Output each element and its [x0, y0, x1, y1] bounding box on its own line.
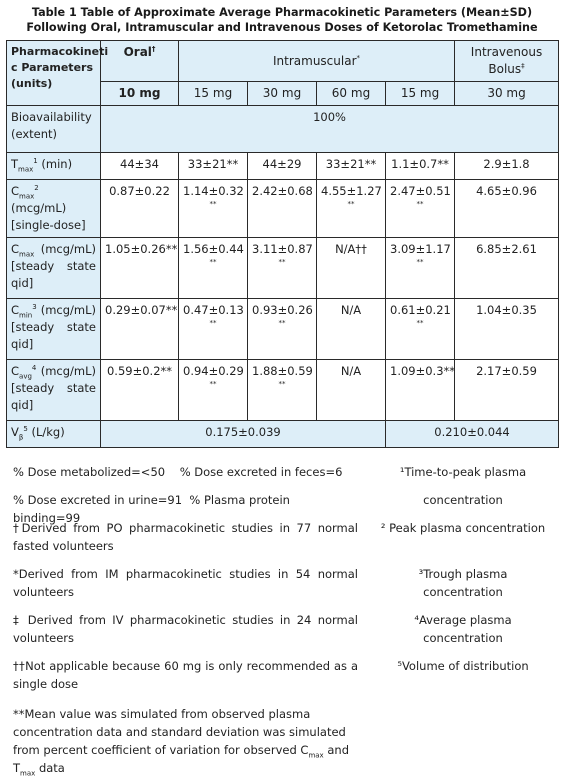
table-row-tmax	[7, 153, 559, 180]
row-label: $C_{max}$ (mcg/mL) [steady state qid]	[7, 238, 101, 299]
dose-iv-30: 30 mg	[455, 82, 559, 106]
row-label: $C_{avg}^4$ (mcg/mL) [steady state qid]	[7, 360, 101, 421]
table-cell: 2.9±1.8	[455, 153, 559, 180]
table-cell: 2.47±0.51 **	[386, 180, 455, 238]
row-label: $T_{max}^1$ (min)	[7, 153, 101, 180]
dose-oral-10: 10 mg	[101, 82, 179, 106]
note-iv: ‡ Derived from IV pharmacokinetic studies in 24 normal volunteers	[13, 613, 358, 645]
table-cell: 1.04±0.35	[455, 299, 559, 360]
table-cell: 44±34	[101, 153, 179, 180]
row-label: Bioavailability (extent)	[7, 106, 101, 153]
table-cell: 6.85±2.61	[455, 238, 559, 299]
table-cell: 1.1±0.7**	[386, 153, 455, 180]
footnote-4: ⁴Average plasma concentration	[414, 613, 512, 645]
table-row-cmax-steady	[7, 238, 559, 299]
table-cell: N/A	[317, 299, 386, 360]
table-cell: 2.42±0.68	[248, 180, 317, 238]
note-simulated: **Mean value was simulated from observed plasma concentration data and standard deviation was simulated from percent coefficient of variation for observed $C_{max}$ and $T_{max}$ data	[13, 707, 349, 777]
dose-iv-15: 15 mg	[386, 82, 455, 106]
dose-im-30: 30 mg	[248, 82, 317, 106]
pharmacokinetic-table	[6, 40, 559, 448]
table-cell: 33±21**	[317, 153, 386, 180]
footnote-1b: concentration	[423, 493, 503, 507]
table-cell: 3.09±1.17 **	[386, 238, 455, 299]
footnote-3: ³Trough plasma concentration	[418, 567, 508, 599]
iv-header: Intravenous Bolus‡	[455, 41, 559, 82]
table-row-cavg	[7, 360, 559, 421]
table-cell: 4.55±1.27 **	[317, 180, 386, 238]
table-row-bioavailability	[7, 106, 559, 153]
row-label: $V_\beta^5$ (L/kg)	[7, 421, 101, 448]
note-na: ††Not applicable because 60 mg is only recommended as a single dose	[13, 659, 358, 691]
header-row-groups	[7, 41, 559, 82]
note-urine: % Dose excreted in urine=91 % Plasma protein binding=99	[13, 493, 290, 525]
dose-im-60: 60 mg	[317, 82, 386, 106]
im-header: Intramuscular*	[179, 41, 455, 82]
row-label: $C_{max}^2$ (mcg/mL) [single-dose]	[7, 180, 101, 238]
note-oral: †Derived from PO pharmacokinetic studies in 77 normal fasted volunteers	[13, 521, 358, 553]
row-label: $C_{min}^3$ (mcg/mL) [steady state qid]	[7, 299, 101, 360]
footnote-2: ² Peak plasma concentration	[380, 521, 546, 535]
table-cell: 0.59±0.2**	[101, 360, 179, 421]
table-cell: 0.87±0.22	[101, 180, 179, 238]
bioavailability-value: 100%	[101, 106, 559, 153]
table-cell: 44±29	[248, 153, 317, 180]
note-metabolized: % Dose metabolized=<50 % Dose excreted in feces=6	[13, 465, 343, 479]
vbeta-oral-im-value: 0.175±0.039	[101, 421, 386, 448]
table-row-vbeta	[7, 421, 559, 448]
dose-im-15: 15 mg	[179, 82, 248, 106]
table-row-cmax-single	[7, 180, 559, 238]
table-cell: 0.94±0.29 **	[179, 360, 248, 421]
param-header: Pharmacokineti c Parameters (units)	[7, 41, 101, 106]
table-cell: 4.65±0.96	[455, 180, 559, 238]
table-cell: N/A	[317, 360, 386, 421]
vbeta-iv-value: 0.210±0.044	[386, 421, 559, 448]
table-cell: 0.47±0.13 **	[179, 299, 248, 360]
table-cell: 3.11±0.87 **	[248, 238, 317, 299]
table-title: Table 1 Table of Approximate Average Pharmacokinetic Parameters (Mean±SD) Following Oral, Intramuscular and Intravenous Doses of Ketorolac Tromethamine	[26, 6, 538, 34]
table-cell: 1.56±0.44 **	[179, 238, 248, 299]
table-cell: 0.29±0.07**	[101, 299, 179, 360]
table-cell: 1.09±0.3**	[386, 360, 455, 421]
note-im: *Derived from IM pharmacokinetic studies in 54 normal volunteers	[13, 567, 358, 599]
footnote-5: ⁵Volume of distribution	[397, 659, 529, 673]
table-row-cmin	[7, 299, 559, 360]
oral-header: Oral†	[101, 41, 179, 82]
table-cell: 0.61±0.21 **	[386, 299, 455, 360]
table-cell: 0.93±0.26 **	[248, 299, 317, 360]
table-cell: 2.17±0.59	[455, 360, 559, 421]
table-cell: 1.88±0.59 **	[248, 360, 317, 421]
footnote-1a: ¹Time-to-peak plasma	[399, 465, 527, 479]
table-cell: 33±21**	[179, 153, 248, 180]
table-cell: N/A††	[317, 238, 386, 299]
table-cell: 1.14±0.32 **	[179, 180, 248, 238]
table-cell: 1.05±0.26**	[101, 238, 179, 299]
